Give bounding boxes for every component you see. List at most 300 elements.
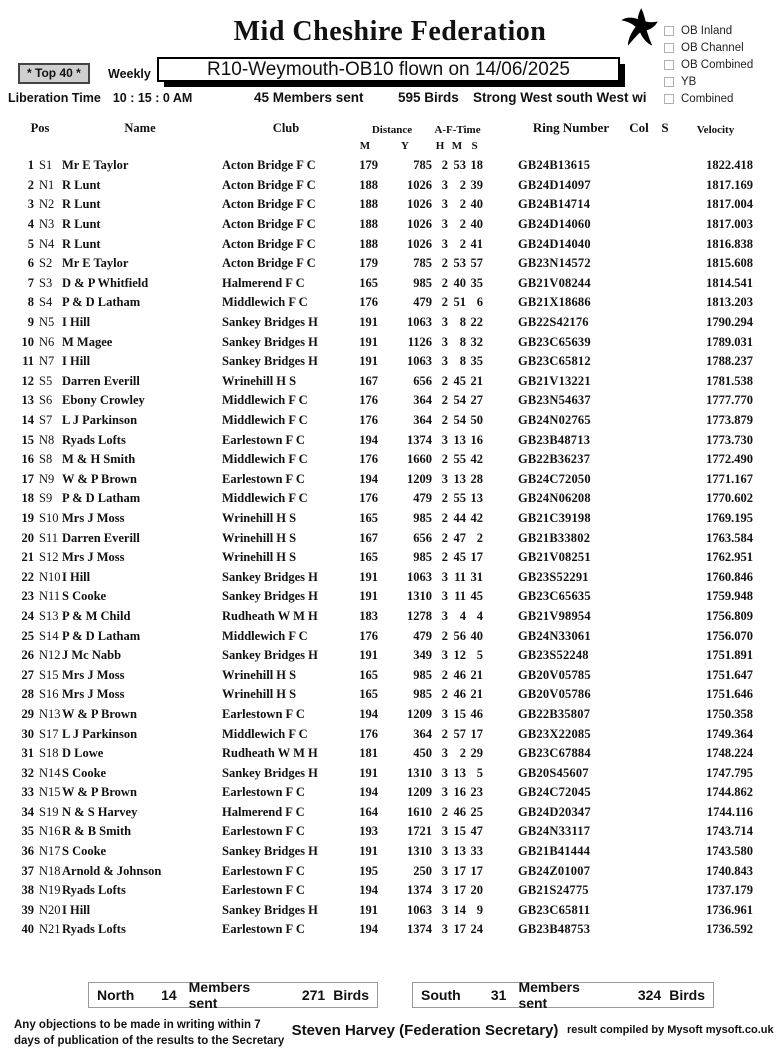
cell-hours: 2 <box>441 491 448 506</box>
cell-miles: 194 <box>359 471 378 486</box>
cell-yards: 785 <box>413 158 432 173</box>
north-birds-label: Birds <box>333 987 369 1003</box>
table-row <box>0 528 755 548</box>
cell-name: P & D Latham <box>62 491 141 506</box>
cell-minutes: 11 <box>454 589 466 604</box>
cell-velocity: 1773.730 <box>706 432 753 447</box>
cell-club: Acton Bridge F C <box>222 158 316 173</box>
cell-minutes: 54 <box>453 393 466 408</box>
cell-yards: 1209 <box>407 706 432 721</box>
cell-ring-number: GB24N02765 <box>518 413 591 428</box>
cell-position: 3 <box>27 197 34 212</box>
cell-name: Ryads Lofts <box>62 922 126 937</box>
cell-section: N1 <box>39 177 55 192</box>
cell-club: Halmerend F C <box>222 804 305 819</box>
table-row <box>0 626 755 646</box>
cell-velocity: 1762.951 <box>706 550 753 565</box>
cell-hours: 3 <box>441 432 448 447</box>
cell-position: 26 <box>21 648 34 663</box>
cell-position: 38 <box>21 883 34 898</box>
table-row <box>0 665 755 685</box>
cell-section: N19 <box>39 883 61 898</box>
cell-name: D Lowe <box>62 746 104 761</box>
liberation-time: 10 : 15 : 0 AM <box>112 91 193 105</box>
cell-section: S15 <box>39 667 59 682</box>
cell-position: 27 <box>21 667 34 682</box>
cell-miles: 165 <box>359 510 378 525</box>
cell-minutes: 8 <box>459 334 466 349</box>
south-members-label: Members sent <box>518 979 580 1011</box>
cell-seconds: 31 <box>470 569 483 584</box>
cell-club: Earlestown F C <box>222 706 305 721</box>
checkbox-icon[interactable] <box>664 26 674 36</box>
cell-velocity: 1744.862 <box>706 785 753 800</box>
cell-position: 14 <box>21 413 34 428</box>
table-row <box>0 176 755 196</box>
cell-club: Sankey Bridges H <box>222 315 318 330</box>
checkbox-label: YB <box>681 75 697 88</box>
cell-position: 7 <box>27 275 34 290</box>
cell-minutes: 2 <box>459 197 466 212</box>
cell-name: Mrs J Moss <box>62 687 125 702</box>
cell-seconds: 21 <box>470 667 483 682</box>
cell-minutes: 55 <box>453 452 466 467</box>
cell-miles: 176 <box>359 393 378 408</box>
cell-position: 24 <box>21 608 34 623</box>
cell-section: S7 <box>39 413 53 428</box>
cell-minutes: 51 <box>453 295 466 310</box>
col-header-club: Club <box>272 121 300 135</box>
table-row <box>0 411 755 431</box>
category-checkbox-row[interactable] <box>664 56 753 73</box>
cell-club: Middlewich F C <box>222 295 308 310</box>
cell-ring-number: GB24N06208 <box>518 491 591 506</box>
table-row <box>0 274 755 294</box>
cell-velocity: 1817.004 <box>706 197 753 212</box>
cell-ring-number: GB21B33802 <box>518 530 591 545</box>
cell-ring-number: GB23N14572 <box>518 256 591 271</box>
cell-ring-number: GB24N33061 <box>518 628 591 643</box>
cell-yards: 1126 <box>407 334 432 349</box>
cell-name: J Mc Nabb <box>62 648 122 663</box>
cell-miles: 194 <box>359 922 378 937</box>
cell-ring-number: GB24D14060 <box>518 217 591 232</box>
cell-seconds: 9 <box>476 902 483 917</box>
cell-miles: 181 <box>359 746 378 761</box>
cell-yards: 1374 <box>407 922 432 937</box>
table-row <box>0 842 755 862</box>
cell-section: N11 <box>39 589 61 604</box>
cell-miles: 176 <box>359 491 378 506</box>
cell-name: P & M Child <box>62 608 131 623</box>
cell-ring-number: GB24C72045 <box>518 785 591 800</box>
cell-hours: 3 <box>441 922 448 937</box>
cell-section: S9 <box>39 491 53 506</box>
cell-position: 9 <box>27 315 34 330</box>
cell-miles: 176 <box>359 726 378 741</box>
cell-minutes: 16 <box>453 785 466 800</box>
cell-miles: 191 <box>359 589 378 604</box>
cell-name: S Cooke <box>62 765 107 780</box>
cell-ring-number: GB23C65812 <box>518 354 591 369</box>
cell-hours: 3 <box>441 177 448 192</box>
cell-section: S17 <box>39 726 59 741</box>
cell-section: N16 <box>39 824 61 839</box>
cell-seconds: 40 <box>470 628 483 643</box>
cell-minutes: 2 <box>459 177 466 192</box>
cell-club: Sankey Bridges H <box>222 648 318 663</box>
cell-position: 20 <box>21 530 34 545</box>
cell-ring-number: GB21B41444 <box>518 844 591 859</box>
south-members-count: 31 <box>490 987 507 1003</box>
south-region-label: South <box>421 987 461 1003</box>
cell-miles: 176 <box>359 295 378 310</box>
cell-seconds: 17 <box>470 863 483 878</box>
cell-miles: 165 <box>359 687 378 702</box>
cell-section: N20 <box>39 902 61 917</box>
page-title: Mid Cheshire Federation <box>233 16 547 47</box>
cell-club: Middlewich F C <box>222 491 308 506</box>
cell-ring-number: GB24B14714 <box>518 197 591 212</box>
table-row <box>0 430 755 450</box>
cell-seconds: 4 <box>476 608 483 623</box>
cell-seconds: 40 <box>470 197 483 212</box>
cell-name: R Lunt <box>62 217 101 232</box>
cell-seconds: 22 <box>470 315 483 330</box>
cell-hours: 2 <box>441 393 448 408</box>
cell-yards: 1721 <box>407 824 432 839</box>
subheader-seconds: S <box>471 140 478 152</box>
cell-miles: 188 <box>359 236 378 251</box>
cell-miles: 194 <box>359 883 378 898</box>
cell-seconds: 25 <box>470 804 483 819</box>
cell-ring-number: GB24N33117 <box>518 824 591 839</box>
cell-velocity: 1756.809 <box>706 608 753 623</box>
cell-velocity: 1737.179 <box>706 883 753 898</box>
cell-yards: 1209 <box>407 785 432 800</box>
cell-yards: 785 <box>413 256 432 271</box>
category-checkbox-row[interactable] <box>664 73 753 90</box>
cell-miles: 167 <box>359 373 378 388</box>
table-subheader-row <box>0 136 755 152</box>
cell-position: 11 <box>22 354 34 369</box>
cell-position: 40 <box>21 922 34 937</box>
checkbox-icon[interactable] <box>664 77 674 87</box>
compiled-by-credit: result compiled by Mysoft mysoft.co.uk <box>567 1024 774 1036</box>
cell-name: W & P Brown <box>62 471 137 486</box>
cell-position: 22 <box>21 569 34 584</box>
cell-position: 25 <box>21 628 34 643</box>
cell-yards: 985 <box>413 550 432 565</box>
cell-velocity: 1788.237 <box>706 354 753 369</box>
cell-ring-number: GB20V05785 <box>518 667 591 682</box>
cell-club: Earlestown F C <box>222 883 305 898</box>
cell-club: Sankey Bridges H <box>222 569 318 584</box>
cell-minutes: 46 <box>453 687 466 702</box>
cell-hours: 2 <box>441 256 448 271</box>
table-body <box>0 156 755 940</box>
cell-club: Rudheath W M H <box>222 746 318 761</box>
cell-seconds: 23 <box>470 785 483 800</box>
table-row <box>0 861 755 881</box>
cell-ring-number: GB24D14097 <box>518 177 591 192</box>
cell-miles: 179 <box>359 256 378 271</box>
cell-yards: 985 <box>413 510 432 525</box>
cell-name: P & D Latham <box>62 628 141 643</box>
cell-miles: 165 <box>359 275 378 290</box>
cell-yards: 985 <box>413 687 432 702</box>
checkbox-label: OB Inland <box>681 24 733 37</box>
cell-minutes: 15 <box>453 706 466 721</box>
category-checkbox-row[interactable] <box>664 22 753 39</box>
north-summary-box <box>88 979 378 1011</box>
secretary-signature: Steven Harvey (Federation Secretary) <box>291 1022 559 1039</box>
cell-seconds: 42 <box>470 452 483 467</box>
cell-hours: 2 <box>441 628 448 643</box>
cell-ring-number: GB23C65639 <box>518 334 591 349</box>
cell-yards: 1026 <box>407 197 432 212</box>
cell-club: Sankey Bridges H <box>222 844 318 859</box>
cell-yards: 450 <box>413 746 432 761</box>
cell-minutes: 17 <box>453 863 466 878</box>
cell-minutes: 45 <box>453 373 466 388</box>
checkbox-icon[interactable] <box>664 60 674 70</box>
subheader-miles: M <box>359 140 371 152</box>
cell-seconds: 35 <box>470 354 483 369</box>
cell-yards: 250 <box>413 863 432 878</box>
pigeon-icon <box>619 7 659 54</box>
cell-position: 8 <box>27 295 34 310</box>
cell-hours: 2 <box>441 295 448 310</box>
cell-velocity: 1777.770 <box>706 393 753 408</box>
cell-miles: 193 <box>359 824 378 839</box>
cell-position: 29 <box>21 706 34 721</box>
cell-miles: 176 <box>359 628 378 643</box>
category-checkbox-row[interactable] <box>664 39 753 56</box>
cell-miles: 191 <box>359 648 378 663</box>
cell-position: 23 <box>21 589 34 604</box>
cell-name: Mr E Taylor <box>62 158 129 173</box>
cell-position: 15 <box>21 432 34 447</box>
cell-hours: 2 <box>441 804 448 819</box>
cell-ring-number: GB24B13615 <box>518 158 591 173</box>
cell-miles: 194 <box>359 706 378 721</box>
cell-miles: 191 <box>359 354 378 369</box>
cell-yards: 1374 <box>407 432 432 447</box>
cell-seconds: 40 <box>470 217 483 232</box>
cell-section: N8 <box>39 432 55 447</box>
cell-section: N13 <box>39 706 61 721</box>
cell-section: S11 <box>39 530 58 545</box>
top-40-badge: * Top 40 * <box>18 63 90 84</box>
cell-position: 36 <box>21 844 34 859</box>
cell-position: 1 <box>27 158 34 173</box>
cell-velocity: 1736.961 <box>706 902 753 917</box>
members-sent: 45 Members sent <box>254 90 364 105</box>
col-header-pos: Pos <box>30 121 50 135</box>
cell-yards: 1063 <box>407 315 432 330</box>
cell-section: S16 <box>39 687 59 702</box>
cell-yards: 479 <box>413 295 432 310</box>
cell-minutes: 54 <box>453 413 466 428</box>
cell-club: Acton Bridge F C <box>222 236 316 251</box>
cell-position: 30 <box>21 726 34 741</box>
cell-ring-number: GB21X18686 <box>518 295 591 310</box>
cell-minutes: 45 <box>453 550 466 565</box>
cell-position: 17 <box>21 471 34 486</box>
cell-section: N5 <box>39 315 55 330</box>
table-row <box>0 901 755 921</box>
cell-section: N7 <box>39 354 55 369</box>
cell-section: N21 <box>39 922 61 937</box>
cell-club: Sankey Bridges H <box>222 765 318 780</box>
cell-hours: 3 <box>441 236 448 251</box>
cell-seconds: 27 <box>470 393 483 408</box>
cell-position: 35 <box>21 824 34 839</box>
cell-seconds: 2 <box>476 530 483 545</box>
cell-club: Sankey Bridges H <box>222 334 318 349</box>
cell-velocity: 1740.843 <box>706 863 753 878</box>
cell-section: S5 <box>39 373 53 388</box>
cell-minutes: 53 <box>453 256 466 271</box>
cell-minutes: 46 <box>453 804 466 819</box>
cell-miles: 176 <box>359 452 378 467</box>
cell-seconds: 16 <box>470 432 483 447</box>
cell-minutes: 2 <box>459 236 466 251</box>
cell-ring-number: GB24D14040 <box>518 236 591 251</box>
col-header-distance: Distance <box>371 124 413 136</box>
table-row <box>0 763 755 783</box>
north-birds-count: 271 <box>301 987 326 1003</box>
cell-section: N2 <box>39 197 55 212</box>
cell-name: I Hill <box>62 569 91 584</box>
cell-seconds: 17 <box>470 550 483 565</box>
table-row <box>0 332 755 352</box>
cell-minutes: 13 <box>453 765 466 780</box>
cell-name: L J Parkinson <box>62 726 138 741</box>
results-table <box>0 118 755 940</box>
checkbox-label: Combined <box>681 92 734 105</box>
north-region-label: North <box>97 987 135 1003</box>
cell-miles: 165 <box>359 667 378 682</box>
cell-section: N4 <box>39 236 55 251</box>
cell-seconds: 47 <box>470 824 483 839</box>
cell-position: 16 <box>21 452 34 467</box>
table-row <box>0 548 755 568</box>
cell-velocity: 1759.948 <box>706 589 753 604</box>
cell-minutes: 56 <box>453 628 466 643</box>
cell-velocity: 1817.169 <box>706 177 753 192</box>
table-row <box>0 293 755 313</box>
cell-yards: 1026 <box>407 236 432 251</box>
cell-club: Wrinehill H S <box>222 687 297 702</box>
cell-club: Wrinehill H S <box>222 667 297 682</box>
cell-minutes: 17 <box>453 922 466 937</box>
cell-ring-number: GB24C72050 <box>518 471 591 486</box>
cell-name: Arnold & Johnson <box>62 863 162 878</box>
wind-conditions: Strong West south West wi <box>473 90 647 105</box>
cell-velocity: 1749.364 <box>706 726 753 741</box>
cell-seconds: 29 <box>470 746 483 761</box>
cell-club: Wrinehill H S <box>222 550 297 565</box>
table-row <box>0 646 755 666</box>
cell-ring-number: GB23N54637 <box>518 393 591 408</box>
cell-ring-number: GB23C65811 <box>518 902 591 917</box>
cell-section: N18 <box>39 863 61 878</box>
cell-yards: 1660 <box>407 452 432 467</box>
cell-position: 18 <box>21 491 34 506</box>
table-header-row <box>0 118 755 136</box>
cell-ring-number: GB23B48713 <box>518 432 591 447</box>
cell-velocity: 1748.224 <box>706 746 753 761</box>
table-row <box>0 724 755 744</box>
cell-yards: 364 <box>413 726 432 741</box>
table-row <box>0 372 755 392</box>
cell-yards: 479 <box>413 491 432 506</box>
cell-ring-number: GB24Z01007 <box>518 863 591 878</box>
cell-hours: 2 <box>441 726 448 741</box>
cell-position: 13 <box>21 393 34 408</box>
cell-name: Darren Everill <box>62 373 140 388</box>
cell-section: N14 <box>39 765 61 780</box>
cell-club: Wrinehill H S <box>222 510 297 525</box>
cell-minutes: 47 <box>453 530 466 545</box>
cell-ring-number: GB21V08251 <box>518 550 591 565</box>
cell-ring-number: GB20V05786 <box>518 687 591 702</box>
cell-hours: 3 <box>441 746 448 761</box>
cell-yards: 1026 <box>407 217 432 232</box>
cell-minutes: 4 <box>459 608 466 623</box>
cell-yards: 656 <box>413 373 432 388</box>
cell-hours: 2 <box>441 275 448 290</box>
cell-yards: 985 <box>413 275 432 290</box>
cell-section: S3 <box>39 275 53 290</box>
table-row <box>0 195 755 215</box>
table-row <box>0 587 755 607</box>
cell-minutes: 14 <box>453 902 466 917</box>
cell-club: Acton Bridge F C <box>222 256 316 271</box>
cell-club: Rudheath W M H <box>222 608 318 623</box>
cell-miles: 191 <box>359 765 378 780</box>
cell-club: Acton Bridge F C <box>222 217 316 232</box>
cell-ring-number: GB21S24775 <box>518 883 589 898</box>
table-row <box>0 744 755 764</box>
cell-section: N6 <box>39 334 55 349</box>
cell-name: M & H Smith <box>62 452 136 467</box>
cell-seconds: 13 <box>470 491 483 506</box>
cell-miles: 164 <box>359 804 378 819</box>
cell-club: Halmerend F C <box>222 275 305 290</box>
cell-velocity: 1772.490 <box>706 452 753 467</box>
table-row <box>0 391 755 411</box>
cell-velocity: 1822.418 <box>706 158 753 173</box>
cell-name: Mrs J Moss <box>62 510 125 525</box>
cell-hours: 2 <box>441 373 448 388</box>
cell-seconds: 6 <box>476 295 483 310</box>
checkbox-icon[interactable] <box>664 43 674 53</box>
cell-position: 5 <box>27 236 34 251</box>
cell-name: P & D Latham <box>62 295 141 310</box>
cell-ring-number: GB22S42176 <box>518 315 589 330</box>
cell-yards: 349 <box>413 648 432 663</box>
cell-miles: 194 <box>359 785 378 800</box>
cell-velocity: 1816.838 <box>706 236 753 251</box>
cell-velocity: 1743.580 <box>706 844 753 859</box>
cell-seconds: 24 <box>470 922 483 937</box>
col-header-s: S <box>661 120 669 135</box>
cell-miles: 191 <box>359 844 378 859</box>
cell-name: I Hill <box>62 315 91 330</box>
